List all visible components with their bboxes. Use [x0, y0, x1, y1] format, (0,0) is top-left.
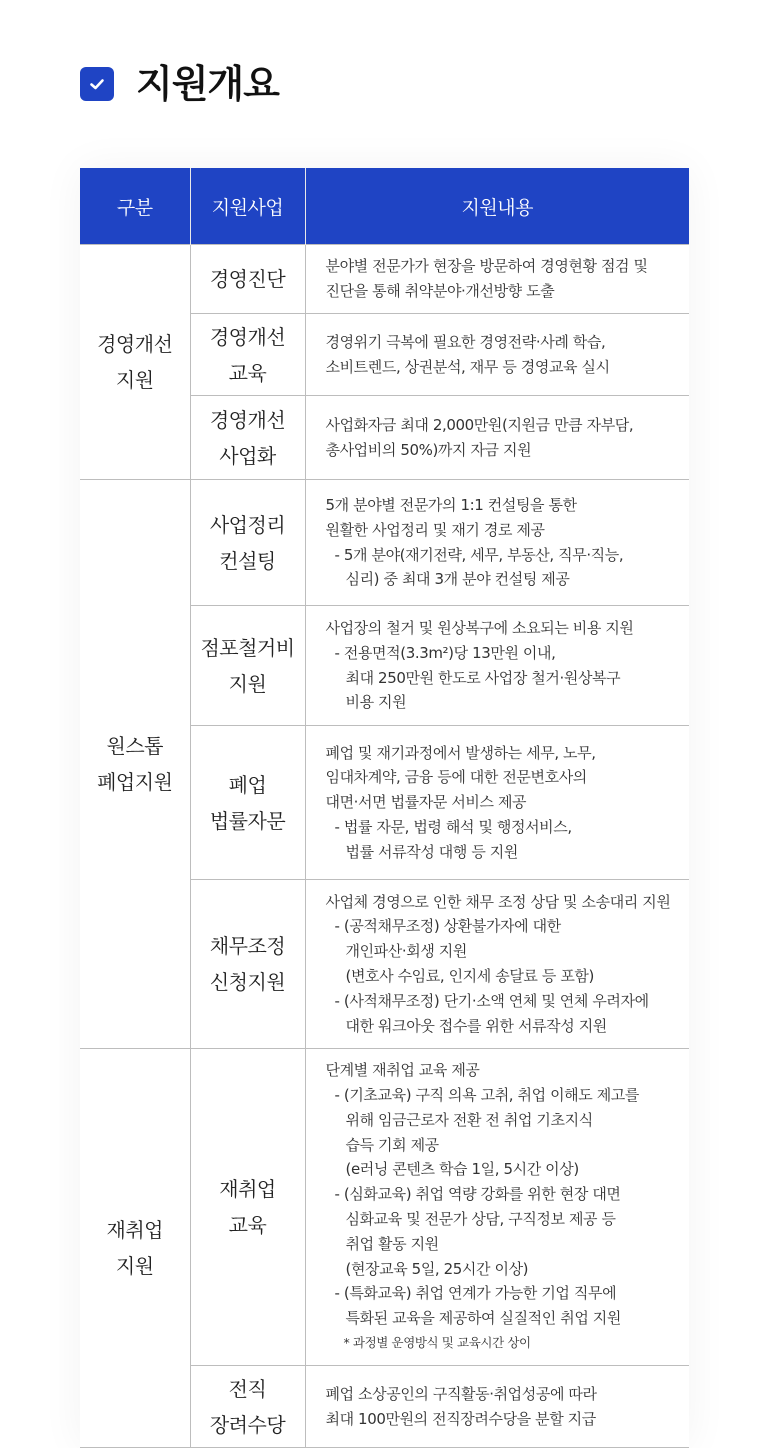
page-title: 지원개요 — [136, 62, 279, 106]
content-sub-item: - (공적채무조정) 상환불가자에 대한 개인파산·회생 지원 (변호사 수임료, 인지세 송달료 등 포함) — [334, 917, 594, 985]
table-row — [80, 245, 689, 314]
section-heading — [80, 62, 279, 106]
content-sub-item: - 전용면적(3.3m²)당 13만원 이내, 최대 250만원 한도로 사업장 철거·원상복구 비용 지원 — [334, 643, 621, 712]
program-cell — [190, 606, 305, 726]
content-cell — [305, 314, 689, 396]
category-label: 재취업 지원 — [106, 1218, 163, 1278]
program-label: 폐업 법률자문 — [209, 772, 286, 833]
program-label: 전직 장려수당 — [209, 1376, 286, 1437]
content-sub-item: - 법률 자문, 법령 해석 및 행정서비스, 법률 서류작성 대행 등 지원 — [334, 817, 572, 861]
category-label: 원스톱 폐업지원 — [97, 734, 173, 794]
content-sub-item: - (기초교육) 구직 의욕 고취, 취업 이해도 제고를 위해 임금근로자 전환 전 취업 기초지식 습득 기회 제공 (e러닝 콘텐츠 학습 1일, 5시간 이상) — [334, 1086, 639, 1179]
category-label: 경영개선 지원 — [97, 332, 173, 392]
program-label: 경영진단 — [209, 267, 286, 291]
content-note: * 과정별 운영방식 및 교육시간 상이 — [343, 1334, 531, 1350]
program-label: 경영개선 교육 — [209, 324, 286, 385]
program-cell — [190, 245, 305, 314]
table-row — [80, 480, 689, 606]
content-sub-item: - 5개 분야(재기전략, 세무, 부동산, 직무·직능, 심리) 중 최대 3개 분야 컨설팅 제공 — [334, 545, 624, 589]
table-header-row — [80, 168, 689, 245]
category-reemployment — [80, 1049, 190, 1448]
program-label: 점포철거비 지원 — [200, 635, 295, 696]
program-cell — [190, 726, 305, 880]
category-closure — [80, 480, 190, 1049]
header-content: 지원내용 — [305, 168, 689, 245]
content-cell — [305, 480, 689, 606]
content-paragraph: 사업장의 철거 및 원상복구에 소요되는 비용 지원 — [325, 618, 634, 637]
header-category: 구분 — [80, 168, 190, 245]
program-label: 경영개선 사업화 — [209, 407, 286, 468]
table-row — [80, 1049, 689, 1366]
program-cell — [190, 1366, 305, 1448]
content-cell — [305, 1049, 689, 1366]
program-cell — [190, 480, 305, 606]
program-label: 재취업 교육 — [219, 1177, 276, 1237]
content-paragraph: 사업체 경영으로 인한 채무 조정 상담 및 소송대리 지원 — [325, 892, 671, 911]
content-paragraph: 단계별 재취업 교육 제공 — [325, 1061, 480, 1080]
content-paragraph: 폐업 및 재기과정에서 발생하는 세무, 노무, 임대차계약, 금융 등에 대한 전문변호사의 대면·서면 법률자문 서비스 제공 — [325, 743, 596, 812]
content-cell — [305, 606, 689, 726]
content-paragraph: 폐업 소상공인의 구직활동·취업성공에 따라 최대 100만원의 전직장려수당을 분할 지급 — [325, 1384, 597, 1428]
checkbox-icon — [80, 67, 114, 101]
content-sub-item: - (심화교육) 취업 역량 강화를 위한 현장 대면 심화교육 및 전문가 상담, 구직정보 제공 등 취업 활동 지원 (현장교육 5일, 25시간 이상) — [334, 1185, 621, 1278]
content-cell — [305, 1366, 689, 1448]
content-sub-item: - (특화교육) 취업 연계가 가능한 기업 직무에 특화된 교육을 제공하여 실질적인 취업 지원 — [334, 1284, 621, 1328]
content-paragraph: 경영위기 극복에 필요한 경영전략·사례 학습, 소비트렌드, 상권분석, 재무 등 경영교육 실시 — [325, 332, 610, 376]
content-cell — [305, 245, 689, 314]
content-sub-item: - (사적채무조정) 단기·소액 연체 및 연체 우려자에 대한 워크아웃 접수를 위한 서류작성 지원 — [334, 991, 649, 1035]
header-program: 지원사업 — [190, 168, 305, 245]
content-cell — [305, 396, 689, 480]
support-overview-table — [80, 168, 689, 1448]
content-paragraph: 분야별 전문가가 현장을 방문하여 경영현황 점검 및 진단을 통해 취약분야·개선방향 도출 — [325, 257, 648, 300]
category-management — [80, 245, 190, 480]
program-cell — [190, 1049, 305, 1366]
content-paragraph: 5개 분야별 전문가의 1:1 컨설팅을 통한 원활한 사업정리 및 재기 경로 제공 — [325, 495, 577, 539]
content-paragraph: 사업화자금 최대 2,000만원(지원금 만큼 자부담, 총사업비의 50%)까지 자금 지원 — [325, 415, 634, 459]
program-cell — [190, 880, 305, 1049]
program-cell — [190, 314, 305, 396]
program-cell — [190, 396, 305, 480]
content-cell — [305, 726, 689, 880]
program-label: 채무조정 신청지원 — [209, 934, 286, 994]
content-cell — [305, 880, 689, 1049]
program-label: 사업정리 컨설팅 — [209, 512, 286, 573]
